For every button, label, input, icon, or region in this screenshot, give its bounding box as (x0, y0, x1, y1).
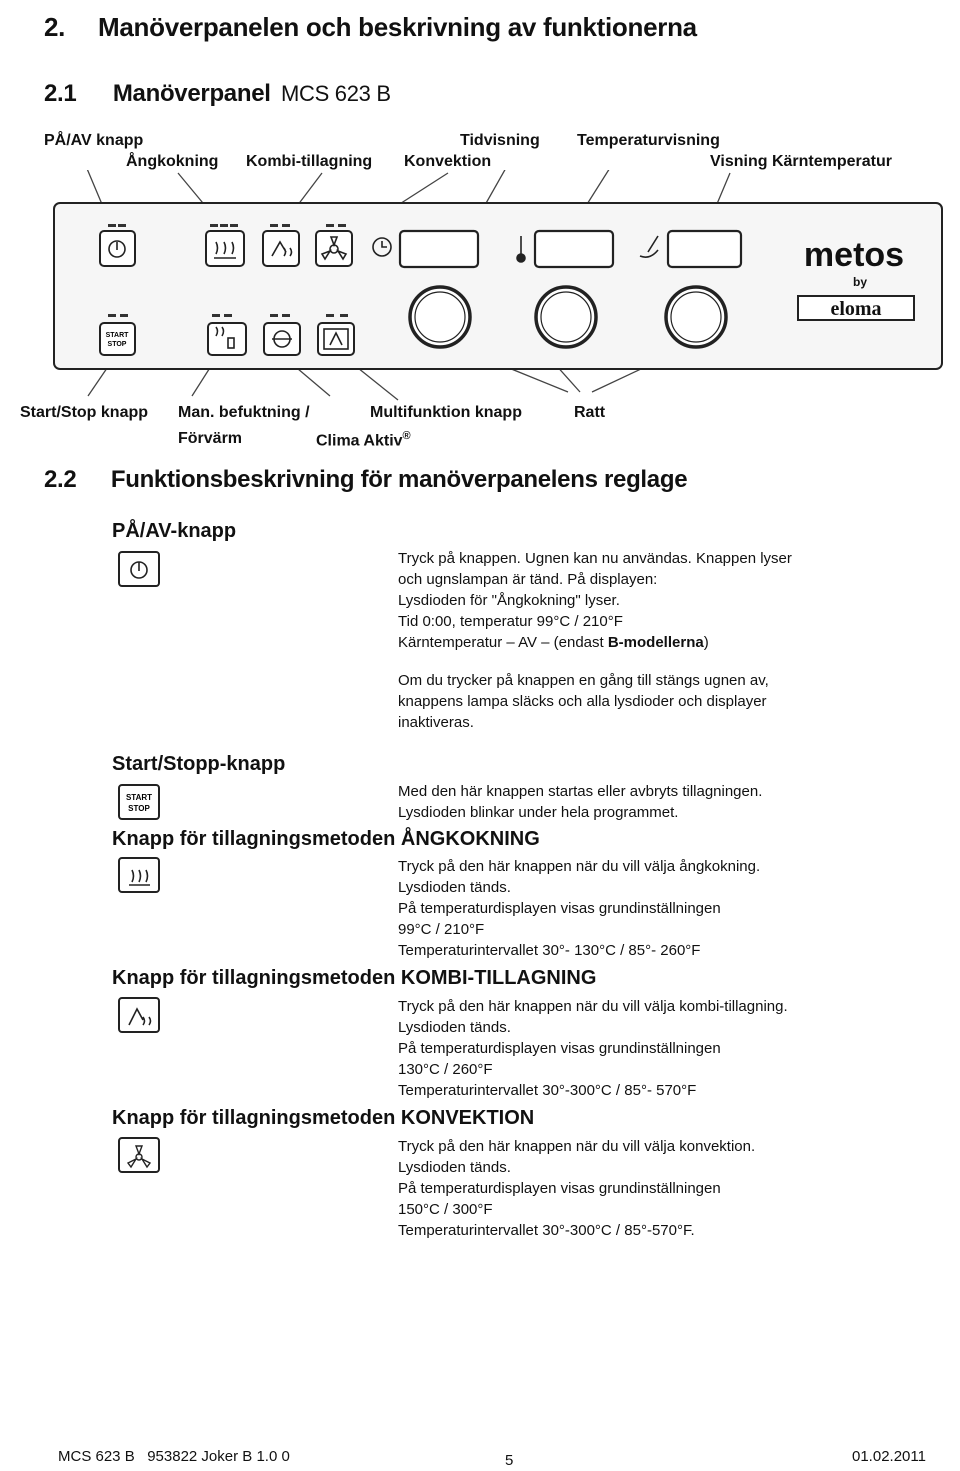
onoff-text: B-modellerna (607, 634, 704, 651)
label-multi: Multifunktion knapp (370, 404, 522, 421)
convection-title: Knapp för tillagningsmetoden KONVEKTION (112, 1107, 535, 1129)
section-22-heading (44, 466, 687, 494)
footer-doc-id: MCS 623 B 953822 Joker B 1.0 0 (58, 1448, 290, 1465)
onoff-text: och ugnslampan är tänd. På displayen: (398, 571, 658, 588)
label-clima (316, 430, 411, 450)
start-icon-text: START (125, 793, 153, 802)
combi-text: Temperaturintervallet 30°-300°C / 85°- 570°F (398, 1082, 697, 1099)
startstop-text: Med den här knappen startas eller avbryts tillagningen. (398, 783, 763, 800)
combi-icon (118, 997, 160, 1033)
steam-text: Tryck på den här knappen när du vill välja ångkokning. (398, 858, 761, 875)
combi-description (398, 996, 918, 1101)
steam-title: Knapp för tillagningsmetoden ÅNGKOKNING (112, 828, 540, 850)
onoff-text: Ugnen (525, 550, 570, 567)
combi-text: På temperaturdisplayen visas grundinställningen (398, 1040, 721, 1057)
chapter-title: Manöverpanelen och beskrivning av funktionerna (98, 12, 697, 42)
label-temp: Temperaturvisning (577, 132, 720, 149)
footer-date: 01.02.2011 (852, 1448, 926, 1465)
onoff-description (398, 548, 918, 733)
control-panel-diagram (0, 170, 960, 410)
startstop-title: Start/Stopp-knapp (112, 753, 286, 775)
label-convection: Konvektion (404, 153, 492, 170)
label-preheat: Förvärm (178, 430, 243, 447)
fan-icon (118, 1137, 160, 1173)
onoff-text: Om du trycker på knappen en gång till stängs (398, 672, 705, 689)
convection-text: 150°C / 300°F (398, 1201, 493, 1218)
onoff-text: av, (745, 672, 769, 689)
section-21-title: Manöverpanel (112, 80, 271, 107)
section-21-number: 2.1 (44, 80, 77, 107)
label-combi: Kombi-tillagning (246, 153, 373, 170)
brand-by: by (852, 275, 868, 289)
onoff-text: kan nu användas. Knappen lyser (569, 550, 792, 567)
startstop-description (398, 781, 918, 823)
stop-button-text: STOP (107, 341, 127, 348)
label-start-stop: Start/Stop knapp (20, 404, 149, 421)
label-steam: Ångkokning (126, 153, 219, 170)
combi-title: Knapp för tillagningsmetoden KOMBI-TILLAGNING (112, 967, 597, 989)
steam-icon (118, 857, 160, 893)
onoff-text: ugnen (704, 672, 746, 689)
steam-description (398, 856, 918, 961)
steam-text: Temperaturintervallet 30°- 130°C / 85°- 260°F (398, 942, 701, 959)
brand-sub-logo: eloma (830, 298, 882, 320)
chapter-number: 2. (44, 12, 66, 42)
section-22-number: 2.2 (44, 466, 77, 493)
start-stop-icon (118, 784, 160, 820)
section-21-heading (44, 80, 391, 108)
onoff-text: knappens lampa släcks och alla lysdioder och displayer (398, 693, 767, 710)
combi-text: 130°C / 260°F (398, 1061, 493, 1078)
convection-text: På temperaturdisplayen visas grundinställningen (398, 1180, 721, 1197)
label-time: Tidvisning (460, 132, 540, 149)
label-on-off: PÅ/AV knapp (44, 132, 144, 149)
registered-mark: ® (402, 430, 411, 442)
onoff-title: PÅ/AV-knapp (112, 520, 237, 542)
steam-text: Lysdioden tänds. (398, 879, 511, 896)
convection-description (398, 1136, 918, 1241)
steam-text: På temperaturdisplayen visas grundinställningen (398, 900, 721, 917)
section-22-title: Funktionsbeskrivning för manöverpanelens reglage (110, 466, 688, 493)
start-button-text: START (105, 332, 129, 339)
section-21-model: MCS 623 B (281, 81, 391, 106)
combi-text: Tryck på den här knappen när du vill välja kombi-tillagning. (398, 998, 788, 1015)
onoff-text: ) (703, 634, 709, 651)
footer-page-number: 5 (505, 1452, 514, 1469)
label-core-temp: Visning Kärntemperatur (710, 153, 892, 170)
onoff-text: Tryck på knappen. (398, 550, 526, 567)
steam-text: 99°C / 210°F (398, 921, 485, 938)
convection-text: Temperaturintervallet 30°-300°C / 85°-570°F. (398, 1222, 695, 1239)
convection-text: Lysdioden tänds. (398, 1159, 511, 1176)
chapter-heading (44, 12, 697, 43)
startstop-text: Lysdioden blinkar under hela programmet. (398, 804, 679, 821)
onoff-text: inaktiveras. (398, 714, 474, 731)
brand-logo: metos (803, 236, 905, 274)
combi-text: Lysdioden tänds. (398, 1019, 511, 1036)
label-clima-text: Clima Aktiv (316, 432, 403, 450)
label-humid: Man. befuktning / (178, 404, 310, 421)
power-button-icon (118, 551, 160, 587)
onoff-text: Tid 0:00, temperatur 99°C / 210°F (398, 613, 623, 630)
stop-icon-text: STOP (128, 804, 150, 813)
onoff-text: Kärntemperatur – AV – (endast (398, 634, 608, 651)
convection-text: Tryck på den här knappen när du vill välja konvektion. (398, 1138, 756, 1155)
onoff-text: Lysdioden för "Ångkokning" lyser. (398, 592, 620, 609)
label-knob: Ratt (574, 404, 606, 421)
